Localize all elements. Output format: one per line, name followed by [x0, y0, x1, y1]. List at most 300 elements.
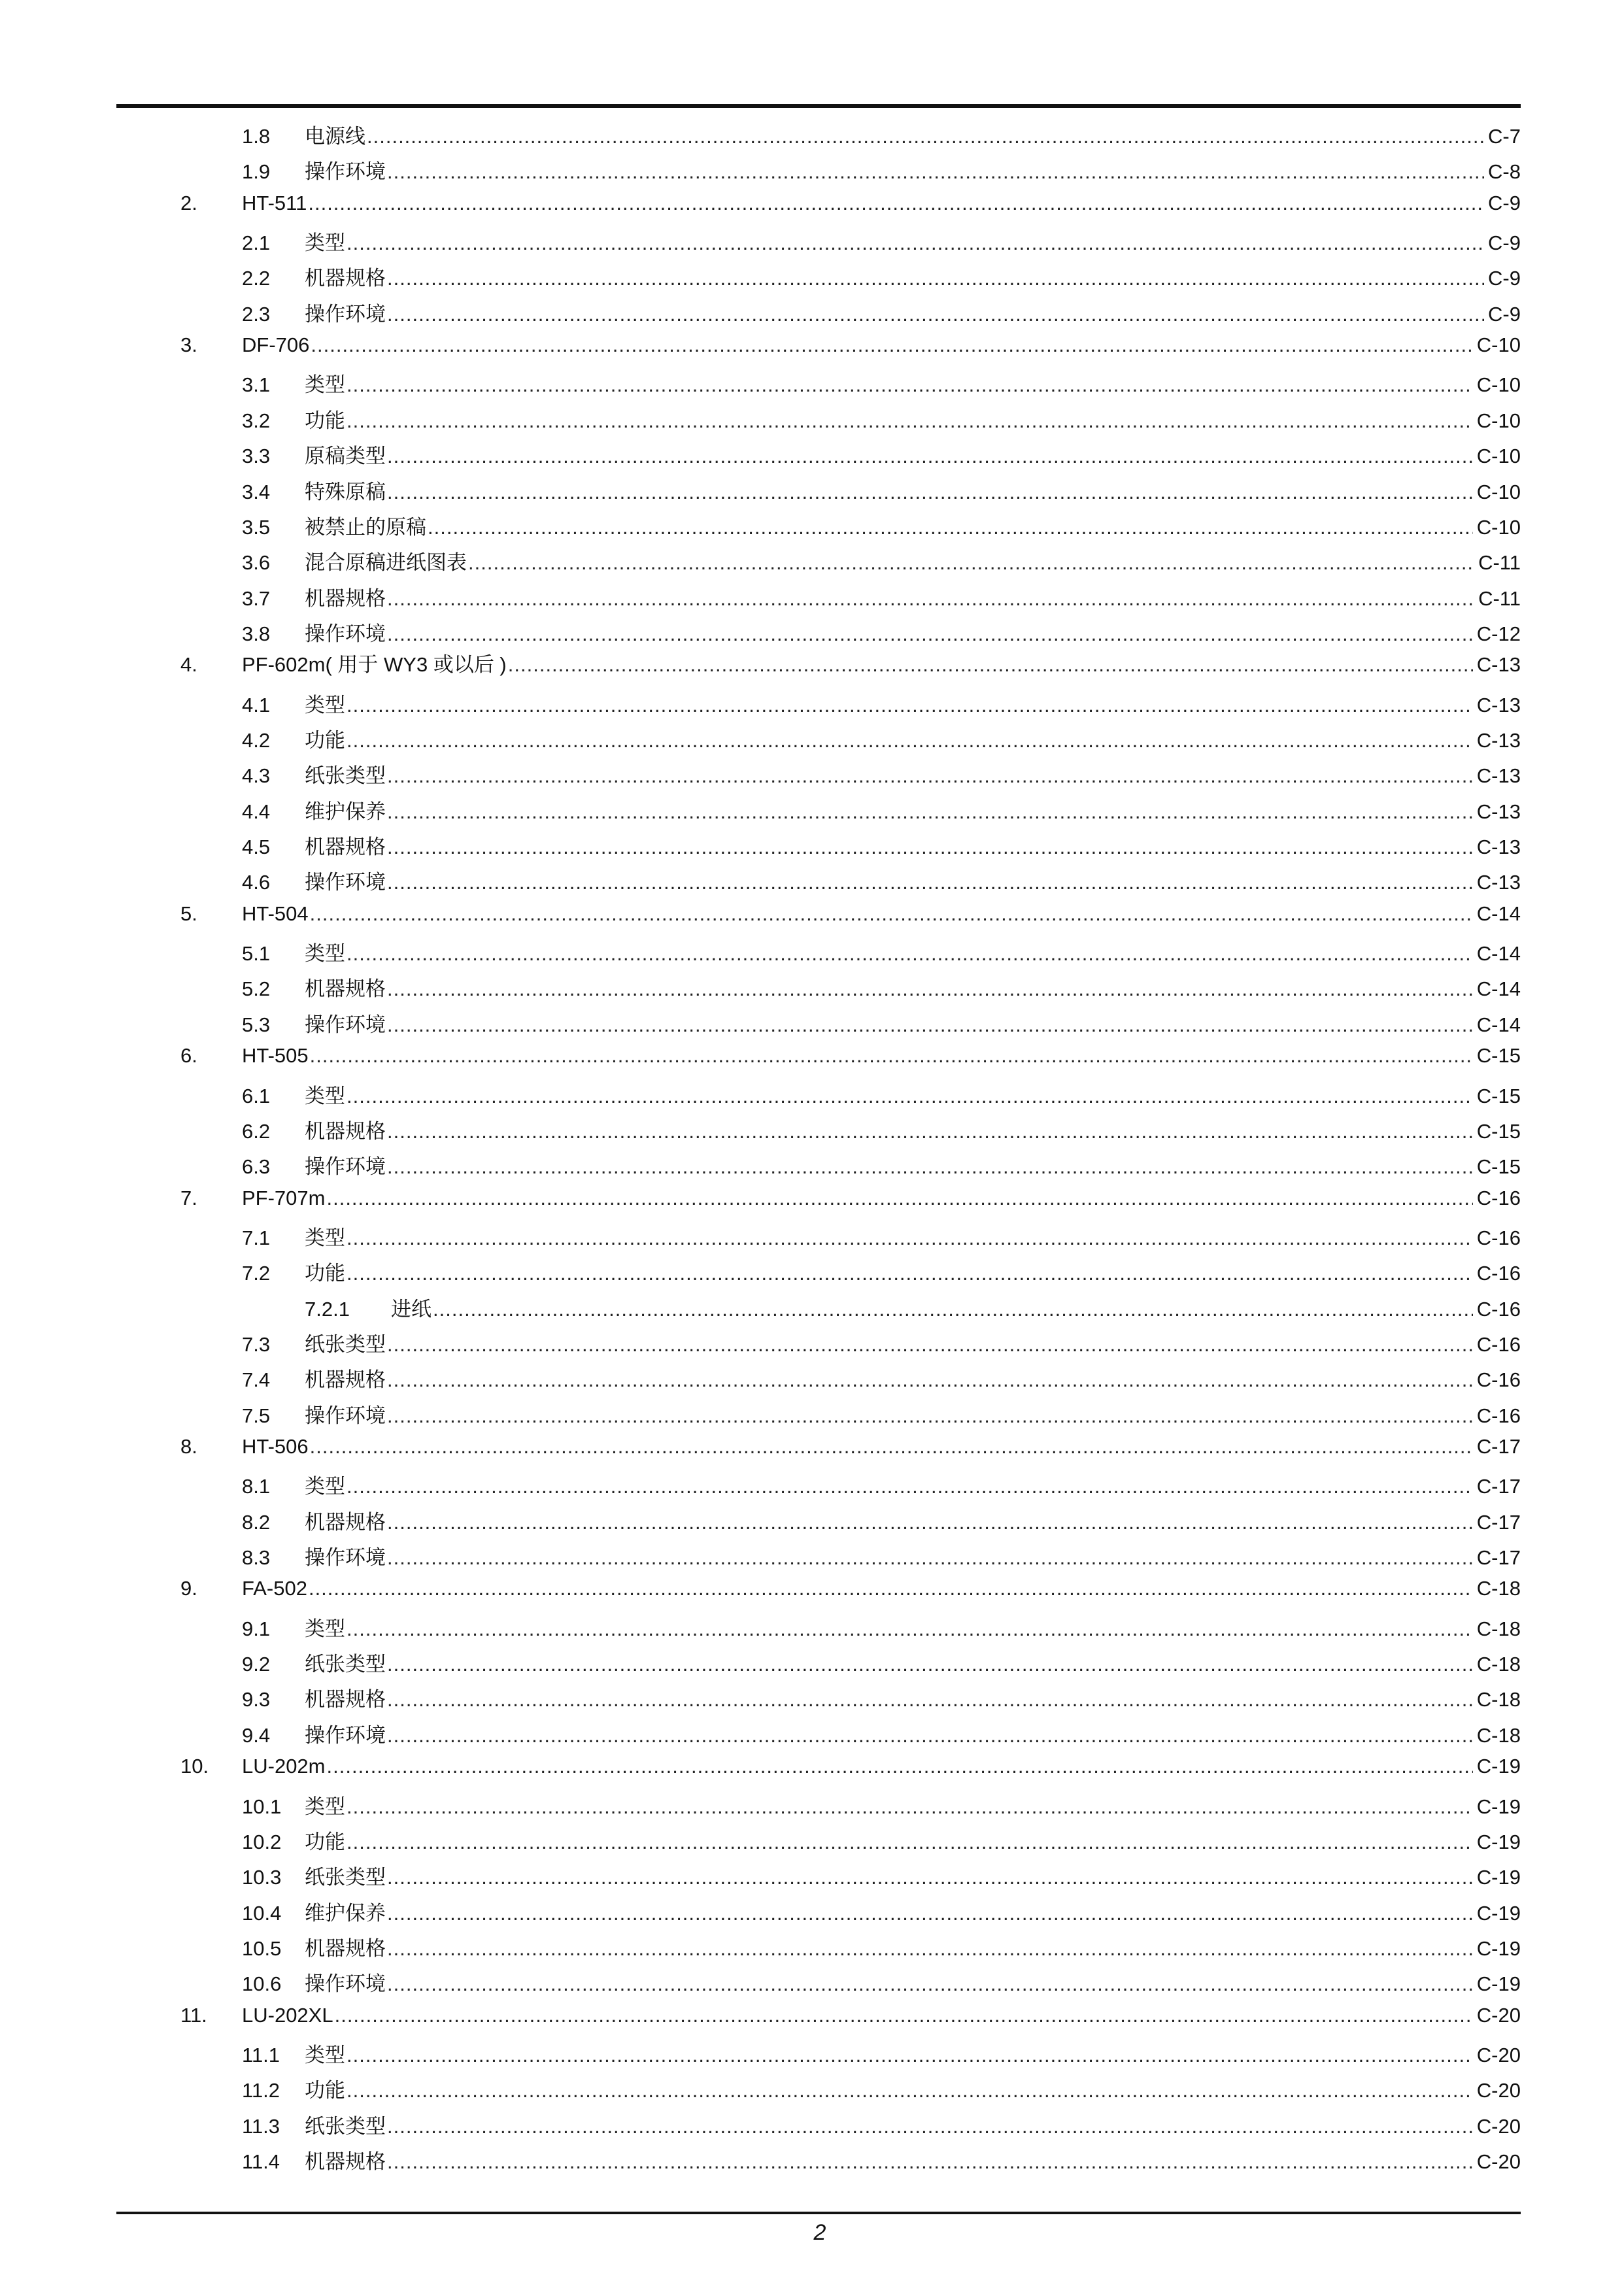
toc-entry-title[interactable]: 类型: [305, 942, 345, 965]
toc-entry-title[interactable]: 机器规格: [305, 1368, 386, 1392]
toc-entry-title[interactable]: 类型: [305, 1475, 345, 1498]
toc-dot-leader: [387, 796, 1473, 828]
toc-entry-line: [305, 618, 1521, 650]
toc-entry-page[interactable]: C-14: [1476, 902, 1521, 925]
toc-entry-number: 2.2: [242, 267, 271, 290]
toc-entry[interactable]: [0, 1648, 1624, 1681]
toc-dot-leader: [347, 1826, 1473, 1859]
toc-entry-line: [305, 1861, 1521, 1894]
toc-entry-line: [242, 898, 1521, 930]
toc-entry-line: [305, 1257, 1521, 1290]
toc-entry-page[interactable]: C-16: [1476, 1297, 1521, 1321]
toc-entry-page[interactable]: C-15: [1476, 1084, 1521, 1107]
toc-dot-leader: [387, 618, 1473, 650]
toc-entry-page[interactable]: C-20: [1476, 2043, 1521, 2066]
toc-entry-line: [391, 1293, 1521, 1326]
toc-entry-title[interactable]: HT-504: [242, 902, 309, 925]
toc-entry[interactable]: [0, 1080, 1624, 1113]
toc-dot-leader: [387, 1719, 1473, 1752]
toc-entry[interactable]: [0, 2074, 1624, 2107]
toc-entry-page[interactable]: C-13: [1476, 764, 1521, 788]
toc-dot-leader: [387, 1683, 1473, 1716]
toc-entry[interactable]: [0, 1182, 1624, 1215]
toc-entry-line: [305, 1968, 1521, 2000]
toc-entry-line: [305, 156, 1521, 188]
toc-dot-leader: [347, 2039, 1473, 2072]
toc-entry-line: [305, 1648, 1521, 1681]
toc-entry[interactable]: [0, 582, 1624, 615]
toc-entry-page[interactable]: C-17: [1476, 1435, 1521, 1458]
toc-entry-number: 9.: [180, 1577, 197, 1600]
toc-dot-leader: [387, 1400, 1473, 1432]
toc-entry-page[interactable]: C-20: [1476, 2150, 1521, 2173]
toc-entry-title[interactable]: 纸张类型: [305, 2114, 386, 2138]
toc-dot-leader: [347, 1791, 1473, 1823]
toc-entry-number: 6.3: [242, 1155, 271, 1179]
toc-entry-page[interactable]: C-11: [1478, 586, 1521, 610]
toc-entry-page[interactable]: C-16: [1476, 1404, 1521, 1427]
toc-entry[interactable]: [0, 831, 1624, 864]
toc-entry-number: 7.2.1: [305, 1297, 350, 1321]
toc-entry-number: 4.6: [242, 871, 271, 894]
toc-entry-page[interactable]: C-16: [1476, 1332, 1521, 1356]
toc-entry-title[interactable]: LU-202m: [242, 1755, 326, 1778]
toc-entry-title[interactable]: 纸张类型: [305, 1866, 386, 1889]
toc-entry[interactable]: [0, 120, 1624, 153]
toc-entry-number: 3.4: [242, 480, 271, 503]
toc-entry[interactable]: [0, 2039, 1624, 2072]
toc-dot-leader: [387, 1542, 1473, 1574]
toc-entry-number: 3.6: [242, 551, 271, 575]
toc-entry-title[interactable]: FA-502: [242, 1577, 307, 1600]
toc-entry-page[interactable]: C-16: [1476, 1186, 1521, 1209]
toc-entry-line: [305, 1506, 1521, 1539]
toc-entry[interactable]: [0, 329, 1624, 362]
toc-entry[interactable]: [0, 1683, 1624, 1716]
toc-entry-number: 3.7: [242, 586, 271, 610]
toc-entry-line: [305, 1897, 1521, 1930]
toc-entry-number: 3.5: [242, 515, 271, 539]
toc-entry-number: 2.1: [242, 231, 271, 255]
toc-entry[interactable]: [0, 1400, 1624, 1432]
toc-entry[interactable]: [0, 796, 1624, 828]
toc-entry[interactable]: [0, 405, 1624, 437]
toc-entry[interactable]: [0, 1968, 1624, 2000]
toc-entry-line: [242, 1182, 1521, 1215]
toc-entry-number: 6.: [180, 1044, 197, 1068]
toc-entry-page[interactable]: C-19: [1476, 1830, 1521, 1853]
toc-entry-line: [305, 1719, 1521, 1752]
toc-entry-line: [242, 187, 1521, 220]
toc-entry-title[interactable]: 操作环境: [305, 1972, 386, 1996]
toc-entry-title[interactable]: 机器规格: [305, 267, 386, 290]
toc-entry-number: 9.3: [242, 1688, 271, 1712]
toc-entry[interactable]: [0, 1750, 1624, 1783]
toc-dot-leader: [347, 689, 1473, 722]
toc-dot-leader: [308, 187, 1484, 220]
toc-entry-title[interactable]: 混合原稿进纸图表: [305, 551, 467, 575]
toc-entry-number: 5.3: [242, 1013, 271, 1036]
footer-rule: [116, 2212, 1521, 2214]
toc-entry-number: 9.1: [242, 1617, 271, 1640]
toc-entry[interactable]: [0, 1009, 1624, 1041]
toc-entry-line: [305, 689, 1521, 722]
toc-entry-page[interactable]: C-9: [1488, 302, 1521, 326]
toc-entry[interactable]: [0, 2146, 1624, 2178]
toc-entry[interactable]: [0, 1328, 1624, 1361]
toc-entry-number: 7.2: [242, 1262, 271, 1285]
toc-entry-title[interactable]: 类型: [305, 2043, 345, 2066]
toc-entry-page[interactable]: C-14: [1476, 977, 1521, 1001]
toc-entry-title[interactable]: 操作环境: [305, 1013, 386, 1036]
toc-dot-leader: [347, 2074, 1473, 2107]
toc-entry-number: 9.4: [242, 1723, 271, 1747]
toc-entry-title[interactable]: 机器规格: [305, 1119, 386, 1143]
toc-entry[interactable]: [0, 262, 1624, 295]
toc-dot-leader: [387, 1328, 1473, 1361]
toc-entry-number: 11.2: [242, 2079, 280, 2102]
toc-entry[interactable]: [0, 298, 1624, 331]
toc-entry-page[interactable]: C-20: [1476, 2114, 1521, 2138]
toc-entry-number: 11.1: [242, 2043, 280, 2066]
toc-entry-number: 6.1: [242, 1084, 271, 1107]
toc-entry-line: [305, 298, 1521, 331]
toc-entry[interactable]: [0, 689, 1624, 722]
toc-entry-title[interactable]: LU-202XL: [242, 2003, 333, 2027]
toc-entry-number: 2.: [180, 191, 197, 214]
toc-entry-page[interactable]: C-9: [1488, 267, 1521, 290]
toc-entry-title[interactable]: 机器规格: [305, 1936, 386, 1960]
toc-entry-page[interactable]: C-12: [1476, 622, 1521, 645]
toc-entry-page[interactable]: C-18: [1476, 1723, 1521, 1747]
toc-entry[interactable]: [0, 440, 1624, 473]
toc-entry-page[interactable]: C-18: [1476, 1688, 1521, 1712]
toc-dot-leader: [387, 1151, 1473, 1183]
toc-dot-leader: [347, 1613, 1473, 1645]
toc-entry-title[interactable]: 纸张类型: [305, 1653, 386, 1676]
toc-entry-line: [305, 937, 1521, 970]
toc-dot-leader: [310, 898, 1473, 930]
toc-entry-title[interactable]: 维护保养: [305, 800, 386, 823]
toc-entry[interactable]: [0, 511, 1624, 544]
toc-entry-number: 4.2: [242, 729, 271, 752]
toc-dot-leader: [311, 329, 1472, 362]
toc-entry-number: 1.8: [242, 125, 271, 148]
toc-dot-leader: [387, 1115, 1473, 1148]
toc-entry-number: 10.2: [242, 1830, 282, 1853]
toc-entry-title[interactable]: DF-706: [242, 333, 310, 357]
toc-entry-number: 4.1: [242, 693, 271, 717]
toc-dot-leader: [387, 476, 1473, 509]
toc-entry[interactable]: [0, 1572, 1624, 1605]
toc-entry-title[interactable]: 机器规格: [305, 2150, 386, 2173]
toc-entry-line: [305, 1791, 1521, 1823]
toc-entry[interactable]: [0, 1719, 1624, 1752]
toc-entry-line: [242, 1039, 1521, 1072]
toc-entry-number: 5.: [180, 902, 197, 925]
toc-entry[interactable]: [0, 866, 1624, 899]
toc-dot-leader: [387, 1648, 1473, 1681]
toc-entry-number: 10.: [180, 1755, 209, 1778]
toc-entry-line: [305, 1826, 1521, 1859]
toc-entry-number: 2.3: [242, 302, 271, 326]
toc-entry-line: [305, 2074, 1521, 2107]
toc-entry-line: [305, 973, 1521, 1005]
toc-entry-page[interactable]: C-10: [1476, 373, 1521, 397]
toc-entry-page[interactable]: C-19: [1476, 1755, 1521, 1778]
toc-entry-line: [305, 2146, 1521, 2178]
toc-entry[interactable]: [0, 973, 1624, 1005]
toc-entry-title[interactable]: 进纸: [391, 1297, 431, 1321]
toc-entry[interactable]: [0, 1613, 1624, 1645]
toc-entry-page[interactable]: C-15: [1476, 1119, 1521, 1143]
toc-entry-title[interactable]: 纸张类型: [305, 1332, 386, 1356]
toc-entry[interactable]: [0, 760, 1624, 792]
toc-dot-leader: [508, 649, 1473, 681]
toc-entry[interactable]: [0, 1293, 1624, 1326]
toc-entry-page[interactable]: C-17: [1476, 1475, 1521, 1498]
toc-entry-page[interactable]: C-17: [1476, 1546, 1521, 1569]
toc-dot-leader: [387, 1897, 1473, 1930]
toc-entry-page[interactable]: C-14: [1476, 942, 1521, 965]
toc-dot-leader: [347, 724, 1473, 757]
toc-entry-title[interactable]: 纸张类型: [305, 764, 386, 788]
toc-entry-number: 10.6: [242, 1972, 282, 1996]
toc-entry[interactable]: [0, 1932, 1624, 1965]
toc-entry-line: [242, 1430, 1521, 1463]
toc-entry-page[interactable]: C-16: [1476, 1262, 1521, 1285]
toc-entry-page[interactable]: C-18: [1476, 1577, 1521, 1600]
toc-entry-number: 7.3: [242, 1332, 271, 1356]
toc-entry-page[interactable]: C-10: [1476, 409, 1521, 432]
toc-entry[interactable]: [0, 227, 1624, 260]
toc-entry-number: 4.3: [242, 764, 271, 788]
toc-entry-line: [305, 724, 1521, 757]
toc-entry[interactable]: [0, 1861, 1624, 1894]
toc-entry-number: 6.2: [242, 1119, 271, 1143]
toc-dot-leader: [387, 866, 1473, 899]
toc-entry-title[interactable]: 功能: [305, 2079, 345, 2102]
toc-entry-number: 7.4: [242, 1368, 271, 1392]
toc-entry-line: [305, 866, 1521, 899]
toc-entry-title[interactable]: 机器规格: [305, 1688, 386, 1712]
toc-entry-title[interactable]: 类型: [305, 1617, 345, 1640]
toc-entry-title[interactable]: 功能: [305, 729, 345, 752]
toc-entry[interactable]: [0, 369, 1624, 401]
toc-entry-line: [305, 796, 1521, 828]
toc-entry[interactable]: [0, 1151, 1624, 1183]
toc-entry[interactable]: [0, 1999, 1624, 2032]
toc-entry-line: [305, 1222, 1521, 1255]
toc-dot-leader: [387, 1506, 1473, 1539]
toc-entry-page[interactable]: C-13: [1476, 800, 1521, 823]
toc-entry-title[interactable]: 功能: [305, 409, 345, 432]
toc-entry[interactable]: [0, 1430, 1624, 1463]
toc-dot-leader: [387, 2110, 1473, 2143]
toc-entry-title[interactable]: HT-511: [242, 191, 307, 214]
toc-entry-page[interactable]: C-16: [1476, 1226, 1521, 1249]
toc-entry-title[interactable]: 维护保养: [305, 1901, 386, 1925]
toc-entry-line: [305, 1009, 1521, 1041]
toc-entry-page[interactable]: C-18: [1476, 1653, 1521, 1676]
toc-entry-title[interactable]: 操作环境: [305, 622, 386, 645]
toc-entry-page[interactable]: C-19: [1476, 1866, 1521, 1889]
toc-entry-page[interactable]: C-13: [1476, 871, 1521, 894]
toc-entry-page[interactable]: C-19: [1476, 1972, 1521, 1996]
toc-entry[interactable]: [0, 1364, 1624, 1396]
toc-entry-line: [305, 120, 1521, 153]
toc-entry-number: 7.5: [242, 1404, 271, 1427]
toc-entry-page[interactable]: C-17: [1476, 1510, 1521, 1534]
toc-entry-title[interactable]: HT-505: [242, 1044, 309, 1068]
toc-entry-page[interactable]: C-18: [1476, 1617, 1521, 1640]
toc-entry-line: [242, 649, 1521, 681]
toc-entry-number: 11.: [180, 2003, 207, 2027]
toc-dot-leader: [367, 120, 1484, 153]
toc-entry-line: [305, 1542, 1521, 1574]
toc-entry-line: [305, 1151, 1521, 1183]
toc-entry-page[interactable]: C-13: [1476, 653, 1521, 677]
toc-entry-number: 8.: [180, 1435, 197, 1458]
toc-entry[interactable]: [0, 1039, 1624, 1072]
toc-entry-page[interactable]: C-13: [1476, 835, 1521, 858]
toc-entry-title[interactable]: 机器规格: [305, 835, 386, 858]
toc-entry-page[interactable]: C-19: [1476, 1795, 1521, 1818]
toc-entry[interactable]: [0, 1257, 1624, 1290]
toc-entry[interactable]: [0, 2110, 1624, 2143]
toc-entry-title[interactable]: 机器规格: [305, 977, 386, 1001]
toc-entry-number: 11.4: [242, 2150, 280, 2173]
toc-entry-page[interactable]: C-9: [1488, 231, 1521, 255]
toc-entry-title[interactable]: 操作环境: [305, 1723, 386, 1747]
toc-entry-line: [305, 1683, 1521, 1716]
toc-entry-page[interactable]: C-20: [1476, 2079, 1521, 2102]
toc-entry-number: 4.4: [242, 800, 271, 823]
toc-dot-leader: [347, 369, 1473, 401]
toc-entry[interactable]: [0, 1791, 1624, 1823]
toc-dot-leader: [335, 1999, 1473, 2032]
toc-entry[interactable]: [0, 649, 1624, 681]
toc-entry-title[interactable]: 类型: [305, 693, 345, 717]
footer-page-number: 2: [813, 2220, 826, 2245]
toc-entry[interactable]: [0, 476, 1624, 509]
toc-entry-line: [305, 831, 1521, 864]
toc-dot-leader: [387, 1009, 1473, 1041]
toc-entry-page[interactable]: C-15: [1476, 1044, 1521, 1068]
toc-entry-page[interactable]: C-13: [1476, 729, 1521, 752]
toc-entry-page[interactable]: C-10: [1476, 445, 1521, 468]
toc-entry-title[interactable]: 操作环境: [305, 1404, 386, 1427]
toc-entry[interactable]: [0, 1115, 1624, 1148]
toc-entry-title[interactable]: HT-506: [242, 1435, 309, 1458]
toc-entry-page[interactable]: C-9: [1488, 191, 1521, 214]
toc-entry-line: [305, 369, 1521, 401]
toc-entry-line: [305, 2039, 1521, 2072]
toc-entry-page[interactable]: C-19: [1476, 1901, 1521, 1925]
toc-entry-number: 10.4: [242, 1901, 282, 1925]
toc-entry-title[interactable]: 机器规格: [305, 586, 386, 610]
toc-entry-number: 10.1: [242, 1795, 282, 1818]
toc-dot-leader: [309, 1572, 1473, 1605]
toc-dot-leader: [326, 1182, 1472, 1215]
toc-entry-title[interactable]: 被禁止的原稿: [305, 515, 426, 539]
toc-entry-number: 10.3: [242, 1866, 282, 1889]
toc-entry-number: 1.9: [242, 160, 271, 184]
toc-entry-title[interactable]: 原稿类型: [305, 445, 386, 468]
toc-entry-page[interactable]: C-8: [1488, 160, 1521, 184]
toc-dot-leader: [347, 405, 1473, 437]
toc-entry-title[interactable]: 类型: [305, 1084, 345, 1107]
toc-entry[interactable]: [0, 1470, 1624, 1503]
toc-entry-number: 4.5: [242, 835, 271, 858]
toc-entry[interactable]: [0, 1542, 1624, 1574]
toc-entry-title[interactable]: 功能: [305, 1830, 345, 1853]
toc-entry-line: [242, 1572, 1521, 1605]
toc-dot-leader: [387, 262, 1484, 295]
toc-entry-line: [305, 1932, 1521, 1965]
toc-entry-title[interactable]: PF-602m( 用于 WY3 或以后 ): [242, 653, 507, 677]
toc-entry-page[interactable]: C-10: [1476, 333, 1521, 357]
toc-entry-title[interactable]: 操作环境: [305, 302, 386, 326]
toc-entry-page[interactable]: C-20: [1476, 2003, 1521, 2027]
toc-entry-page[interactable]: C-10: [1476, 515, 1521, 539]
toc-entry-title[interactable]: 类型: [305, 231, 345, 255]
toc-entry[interactable]: [0, 187, 1624, 220]
toc-entry-number: 5.2: [242, 977, 271, 1001]
toc-entry-title[interactable]: PF-707m: [242, 1186, 326, 1209]
toc-entry-page[interactable]: C-11: [1478, 551, 1521, 575]
toc-entry-line: [305, 1364, 1521, 1396]
toc-entry-title[interactable]: 操作环境: [305, 160, 386, 184]
toc-entry-page[interactable]: C-13: [1476, 693, 1521, 717]
toc-dot-leader: [387, 973, 1473, 1005]
toc-entry-title[interactable]: 类型: [305, 1226, 345, 1249]
toc-entry-page[interactable]: C-7: [1488, 125, 1521, 148]
toc-entry-line: [305, 1115, 1521, 1148]
toc-entry-page[interactable]: C-10: [1476, 480, 1521, 503]
toc-entry-page[interactable]: C-19: [1476, 1936, 1521, 1960]
toc-dot-leader: [387, 1932, 1473, 1965]
toc-entry[interactable]: [0, 937, 1624, 970]
toc-entry[interactable]: [0, 156, 1624, 188]
toc-entry-page[interactable]: C-15: [1476, 1155, 1521, 1179]
toc-entry-title[interactable]: 电源线: [305, 125, 365, 148]
toc-entry-number: 8.2: [242, 1510, 271, 1534]
toc-entry[interactable]: [0, 1826, 1624, 1859]
toc-entry[interactable]: [0, 724, 1624, 757]
toc-entry-number: 3.2: [242, 409, 271, 432]
toc-entry-line: [305, 440, 1521, 473]
toc-entry[interactable]: [0, 1897, 1624, 1930]
toc-entry[interactable]: [0, 547, 1624, 579]
toc-entry-page[interactable]: C-14: [1476, 1013, 1521, 1036]
toc-entry-title[interactable]: 机器规格: [305, 1510, 386, 1534]
toc-entry-title[interactable]: 操作环境: [305, 1546, 386, 1569]
toc-entry[interactable]: [0, 1222, 1624, 1255]
toc-entry-number: 4.: [180, 653, 197, 677]
toc-entry-page[interactable]: C-16: [1476, 1368, 1521, 1392]
toc-entry[interactable]: [0, 1506, 1624, 1539]
toc-entry[interactable]: [0, 898, 1624, 930]
toc-entry-title[interactable]: 操作环境: [305, 871, 386, 894]
toc-entry[interactable]: [0, 618, 1624, 650]
toc-entry-line: [305, 1613, 1521, 1645]
toc-entry-title[interactable]: 操作环境: [305, 1155, 386, 1179]
toc-entry-title[interactable]: 类型: [305, 373, 345, 397]
toc-entry-title[interactable]: 类型: [305, 1795, 345, 1818]
toc-entry-title[interactable]: 功能: [305, 1262, 345, 1285]
toc-entry-title[interactable]: 特殊原稿: [305, 480, 386, 503]
